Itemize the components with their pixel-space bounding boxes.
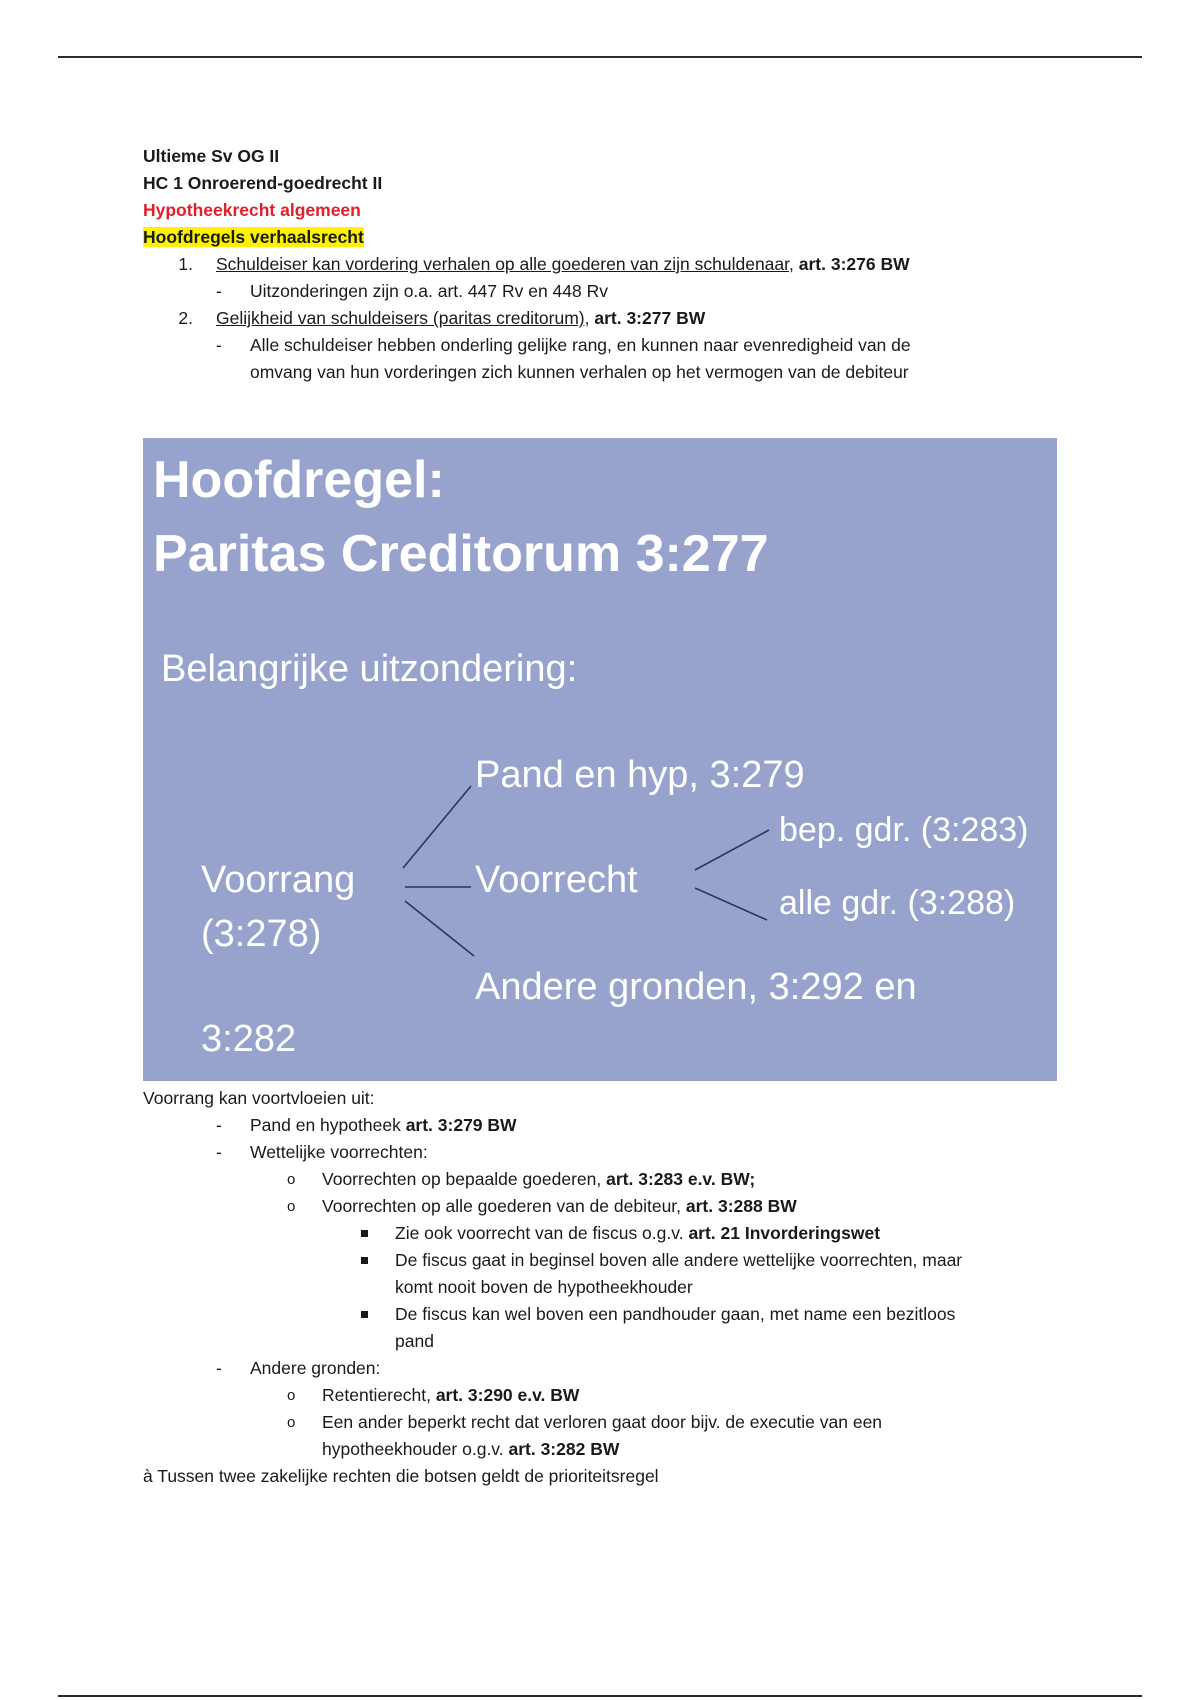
fiscus1-article: art. 21 Invorderingswet bbox=[688, 1223, 881, 1243]
connector-andere bbox=[405, 901, 474, 956]
list-subitem bbox=[143, 278, 1073, 305]
square-bullet bbox=[361, 1257, 368, 1264]
slide-root-line2: (3:278) bbox=[201, 913, 322, 955]
doc-title: Ultieme Sv OG II bbox=[143, 146, 280, 166]
square-bullet bbox=[361, 1230, 368, 1237]
list-level3-item bbox=[143, 1247, 1073, 1274]
slide-title-line2: Paritas Creditorum 3:277 bbox=[153, 525, 769, 583]
rule-article: art. 3:277 BW bbox=[594, 308, 706, 328]
fiscus2-line2: komt nooit boven de hypotheekhouder bbox=[395, 1277, 693, 1297]
vr-bepaald-text: Voorrechten op bepaalde goederen, bbox=[322, 1169, 607, 1189]
section-heading-red bbox=[143, 197, 1073, 224]
list-subsubitem-continued bbox=[143, 1436, 1073, 1463]
andere-text: Andere gronden: bbox=[250, 1358, 381, 1378]
list-level3-continued bbox=[143, 1274, 1073, 1301]
rule-text: Schuldeiser kan vordering verhalen op alle goederen van zijn schuldenaar bbox=[216, 254, 790, 274]
subitem-text: Alle schuldeiser hebben onderling gelijke rang, en kunnen naar evenredigheid van de bbox=[250, 335, 911, 355]
list-subitem-continued bbox=[143, 359, 1073, 386]
slide-root-line1: Voorrang bbox=[201, 859, 356, 901]
slide-branch-andere-cont: 3:282 bbox=[201, 1018, 297, 1060]
list-level3-item bbox=[143, 1301, 1073, 1328]
connector-pand bbox=[403, 786, 471, 868]
list-item bbox=[143, 305, 1073, 332]
connector-bep bbox=[695, 830, 769, 870]
doc-subtitle: HC 1 Onroerend-goedrecht II bbox=[143, 173, 383, 193]
subitem-text: omvang van hun vorderingen zich kunnen verhalen op het vermogen van de debiteur bbox=[250, 362, 909, 382]
rule-sep: , bbox=[789, 254, 799, 274]
section-heading-highlight bbox=[143, 224, 1073, 251]
section-red-text: Hypotheekrecht algemeen bbox=[143, 200, 361, 220]
slide-leaf-alle: alle gdr. (3:288) bbox=[779, 884, 1016, 922]
beperkt-line2-text: hypotheekhouder o.g.v. bbox=[322, 1439, 509, 1459]
wettelijk-text: Wettelijke voorrechten: bbox=[250, 1142, 428, 1162]
document-body bbox=[143, 143, 1073, 1490]
slide-branch-pand: Pand en hyp, 3:279 bbox=[475, 754, 805, 796]
slide-branch-andere: Andere gronden, 3:292 en bbox=[475, 966, 917, 1008]
header-rule bbox=[58, 56, 1142, 58]
subitem-text: Uitzonderingen zijn o.a. art. 447 Rv en 448 Rv bbox=[250, 281, 608, 301]
dash-bullet: - bbox=[216, 335, 222, 355]
dash-bullet: - bbox=[216, 281, 222, 301]
slide-leaf-bep: bep. gdr. (3:283) bbox=[779, 811, 1029, 849]
dash-bullet: - bbox=[216, 1142, 222, 1162]
list-level3-continued bbox=[143, 1328, 1073, 1355]
conclusion: à Tussen twee zakelijke rechten die botsen geldt de prioriteitsregel bbox=[143, 1466, 659, 1486]
slide-branch-voorrecht: Voorrecht bbox=[475, 859, 638, 901]
circle-bullet: o bbox=[287, 1198, 296, 1215]
beperkt-line1: Een ander beperkt recht dat verloren gaat door bijv. de executie van een bbox=[322, 1412, 883, 1432]
slide-title-line1: Hoofdregel: bbox=[153, 451, 445, 509]
fiscus3-line1: De fiscus kan wel boven een pandhouder gaan, met name een bezitloos bbox=[395, 1304, 956, 1324]
list-subitem bbox=[143, 1139, 1073, 1166]
fiscus1-text: Zie ook voorrecht van de fiscus o.g.v. bbox=[395, 1223, 689, 1243]
footer-rule bbox=[58, 1695, 1142, 1697]
square-bullet bbox=[361, 1311, 368, 1318]
circle-bullet: o bbox=[287, 1414, 296, 1431]
list-subitem bbox=[143, 1112, 1073, 1139]
slide-subtitle: Belangrijke uitzondering: bbox=[161, 648, 578, 690]
beperkt-line2-article: art. 3:282 BW bbox=[508, 1439, 620, 1459]
retentie-article: art. 3:290 e.v. BW bbox=[435, 1385, 580, 1405]
vr-bepaald-article: art. 3:283 e.v. BW; bbox=[606, 1169, 756, 1189]
fiscus3-line2: pand bbox=[395, 1331, 434, 1351]
list-subitem bbox=[143, 332, 1073, 359]
list-subsubitem bbox=[143, 1193, 1073, 1220]
circle-bullet: o bbox=[287, 1171, 296, 1188]
section-highlight-text: Hoofdregels verhaalsrecht bbox=[143, 227, 364, 247]
rule-text: Gelijkheid van schuldeisers (paritas creditorum), bbox=[216, 308, 590, 328]
list-number: 2. bbox=[178, 308, 193, 328]
fiscus2-line1: De fiscus gaat in beginsel boven alle andere wettelijke voorrechten, maar bbox=[395, 1250, 963, 1270]
dash-bullet: - bbox=[216, 1115, 222, 1135]
list-subsubitem bbox=[143, 1382, 1073, 1409]
list-number: 1. bbox=[178, 254, 193, 274]
circle-bullet: o bbox=[287, 1387, 296, 1404]
connector-alle bbox=[695, 888, 767, 920]
dash-bullet: - bbox=[216, 1358, 222, 1378]
vr-alle-article: art. 3:288 BW bbox=[685, 1196, 797, 1216]
pand-text: Pand en hypotheek bbox=[250, 1115, 406, 1135]
list-level3-item bbox=[143, 1220, 1073, 1247]
vr-alle-text: Voorrechten op alle goederen van de debiteur, bbox=[322, 1196, 686, 1216]
rule-article: art. 3:276 BW bbox=[798, 254, 910, 274]
retentie-text: Retentierecht, bbox=[322, 1385, 436, 1405]
list-item bbox=[143, 251, 1073, 278]
list-subsubitem bbox=[143, 1166, 1073, 1193]
list-subitem bbox=[143, 1355, 1073, 1382]
body-intro: Voorrang kan voortvloeien uit: bbox=[143, 1088, 375, 1108]
list-subsubitem bbox=[143, 1409, 1073, 1436]
slide-image bbox=[143, 438, 1057, 1081]
pand-article: art. 3:279 BW bbox=[405, 1115, 517, 1135]
